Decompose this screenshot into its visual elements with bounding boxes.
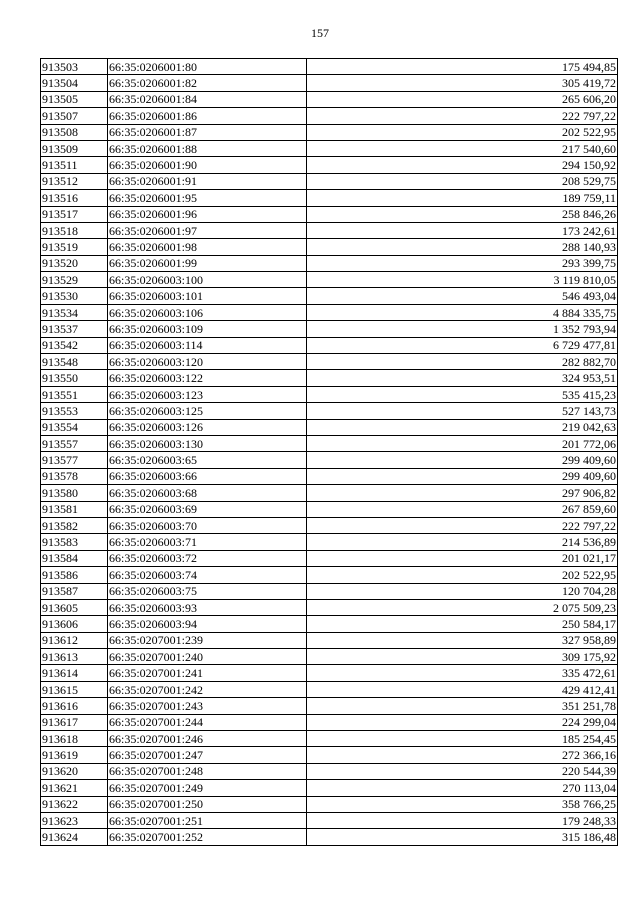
row-id-cell: 913519 [41,239,108,255]
row-id-cell: 913508 [41,124,108,140]
cadastral-number-cell: 66:35:0206003:75 [108,583,307,599]
cadastral-number-cell: 66:35:0206003:70 [108,517,307,533]
amount-cell: 2 075 509,23 [307,599,618,615]
amount-cell: 208 529,75 [307,173,618,189]
amount-cell: 299 409,60 [307,468,618,484]
row-id-cell: 913520 [41,255,108,271]
row-id-cell: 913529 [41,272,108,288]
row-id-cell: 913606 [41,616,108,632]
table-row [41,665,618,681]
cadastral-number-cell: 66:35:0207001:242 [108,681,307,697]
amount-cell: 202 522,95 [307,124,618,140]
cadastral-number-cell: 66:35:0207001:246 [108,731,307,747]
amount-cell: 202 522,95 [307,567,618,583]
table-row [41,75,618,91]
row-id-cell: 913582 [41,517,108,533]
table-row [41,272,618,288]
cadastral-number-cell: 66:35:0207001:240 [108,649,307,665]
cadastral-number-cell: 66:35:0206003:106 [108,304,307,320]
table-row [41,468,618,484]
table-row [41,452,618,468]
amount-cell: 120 704,28 [307,583,618,599]
row-id-cell: 913512 [41,173,108,189]
cadastral-number-cell: 66:35:0206003:65 [108,452,307,468]
amount-cell: 267 859,60 [307,501,618,517]
row-id-cell: 913516 [41,190,108,206]
cadastral-number-cell: 66:35:0206003:120 [108,354,307,370]
table-row [41,501,618,517]
cadastral-number-cell: 66:35:0206001:98 [108,239,307,255]
row-id-cell: 913578 [41,468,108,484]
amount-cell: 173 242,61 [307,222,618,238]
table-row [41,567,618,583]
cadastral-number-cell: 66:35:0206003:130 [108,435,307,451]
row-id-cell: 913613 [41,649,108,665]
row-id-cell: 913605 [41,599,108,615]
cadastral-number-cell: 66:35:0207001:250 [108,796,307,812]
amount-cell: 358 766,25 [307,796,618,812]
row-id-cell: 913612 [41,632,108,648]
row-id-cell: 913616 [41,698,108,714]
cadastral-number-cell: 66:35:0206001:84 [108,91,307,107]
registry-table [40,58,618,846]
row-id-cell: 913542 [41,337,108,353]
row-id-cell: 913507 [41,108,108,124]
cadastral-number-cell: 66:35:0207001:243 [108,698,307,714]
table-row [41,91,618,107]
amount-cell: 297 906,82 [307,485,618,501]
amount-cell: 4 884 335,75 [307,304,618,320]
amount-cell: 324 953,51 [307,370,618,386]
table-row [41,796,618,812]
row-id-cell: 913537 [41,321,108,337]
cadastral-number-cell: 66:35:0206003:126 [108,419,307,435]
row-id-cell: 913557 [41,435,108,451]
amount-cell: 219 042,63 [307,419,618,435]
amount-cell: 272 366,16 [307,747,618,763]
amount-cell: 222 797,22 [307,108,618,124]
table-row [41,321,618,337]
cadastral-number-cell: 66:35:0207001:251 [108,812,307,828]
cadastral-number-cell: 66:35:0206003:125 [108,403,307,419]
cadastral-number-cell: 66:35:0206001:86 [108,108,307,124]
amount-cell: 288 140,93 [307,239,618,255]
row-id-cell: 913554 [41,419,108,435]
table-row [41,714,618,730]
cadastral-number-cell: 66:35:0206003:72 [108,550,307,566]
cadastral-number-cell: 66:35:0206001:80 [108,59,307,75]
row-id-cell: 913503 [41,59,108,75]
cadastral-number-cell: 66:35:0207001:249 [108,780,307,796]
cadastral-number-cell: 66:35:0206003:69 [108,501,307,517]
amount-cell: 185 254,45 [307,731,618,747]
table-row [41,403,618,419]
cadastral-number-cell: 66:35:0207001:247 [108,747,307,763]
row-id-cell: 913614 [41,665,108,681]
table-row [41,354,618,370]
cadastral-number-cell: 66:35:0206001:97 [108,222,307,238]
cadastral-number-cell: 66:35:0206001:96 [108,206,307,222]
cadastral-number-cell: 66:35:0207001:248 [108,763,307,779]
cadastral-number-cell: 66:35:0206001:90 [108,157,307,173]
table-row [41,419,618,435]
amount-cell: 222 797,22 [307,517,618,533]
table-row [41,583,618,599]
row-id-cell: 913530 [41,288,108,304]
row-id-cell: 913617 [41,714,108,730]
table-row [41,599,618,615]
amount-cell: 265 606,20 [307,91,618,107]
cadastral-number-cell: 66:35:0206001:88 [108,140,307,156]
amount-cell: 224 299,04 [307,714,618,730]
amount-cell: 309 175,92 [307,649,618,665]
table-row [41,780,618,796]
table-row [41,190,618,206]
cadastral-number-cell: 66:35:0206003:109 [108,321,307,337]
cadastral-number-cell: 66:35:0206001:91 [108,173,307,189]
amount-cell: 299 409,60 [307,452,618,468]
cadastral-number-cell: 66:35:0207001:244 [108,714,307,730]
table-row [41,435,618,451]
table-row [41,698,618,714]
cadastral-number-cell: 66:35:0206003:114 [108,337,307,353]
cadastral-number-cell: 66:35:0206003:101 [108,288,307,304]
cadastral-number-cell: 66:35:0207001:241 [108,665,307,681]
row-id-cell: 913577 [41,452,108,468]
amount-cell: 293 399,75 [307,255,618,271]
amount-cell: 250 584,17 [307,616,618,632]
table-row [41,304,618,320]
cadastral-number-cell: 66:35:0207001:252 [108,829,307,845]
cadastral-number-cell: 66:35:0207001:239 [108,632,307,648]
row-id-cell: 913624 [41,829,108,845]
table-row [41,517,618,533]
row-id-cell: 913587 [41,583,108,599]
amount-cell: 175 494,85 [307,59,618,75]
registry-table-body [41,59,618,846]
amount-cell: 527 143,73 [307,403,618,419]
amount-cell: 351 251,78 [307,698,618,714]
table-row [41,649,618,665]
amount-cell: 305 419,72 [307,75,618,91]
amount-cell: 6 729 477,81 [307,337,618,353]
row-id-cell: 913619 [41,747,108,763]
amount-cell: 179 248,33 [307,812,618,828]
row-id-cell: 913550 [41,370,108,386]
table-row [41,731,618,747]
row-id-cell: 913534 [41,304,108,320]
row-id-cell: 913622 [41,796,108,812]
amount-cell: 3 119 810,05 [307,272,618,288]
amount-cell: 201 772,06 [307,435,618,451]
row-id-cell: 913505 [41,91,108,107]
table-row [41,157,618,173]
table-row [41,206,618,222]
amount-cell: 220 544,39 [307,763,618,779]
cadastral-number-cell: 66:35:0206003:94 [108,616,307,632]
page-number: 157 [311,26,329,40]
row-id-cell: 913615 [41,681,108,697]
row-id-cell: 913553 [41,403,108,419]
table-row [41,59,618,75]
cadastral-number-cell: 66:35:0206001:82 [108,75,307,91]
amount-cell: 546 493,04 [307,288,618,304]
table-row [41,616,618,632]
amount-cell: 335 472,61 [307,665,618,681]
row-id-cell: 913517 [41,206,108,222]
row-id-cell: 913551 [41,386,108,402]
row-id-cell: 913504 [41,75,108,91]
row-id-cell: 913580 [41,485,108,501]
row-id-cell: 913583 [41,534,108,550]
table-row [41,812,618,828]
table-row [41,763,618,779]
amount-cell: 189 759,11 [307,190,618,206]
amount-cell: 1 352 793,94 [307,321,618,337]
cadastral-number-cell: 66:35:0206003:66 [108,468,307,484]
cadastral-number-cell: 66:35:0206001:95 [108,190,307,206]
table-row [41,370,618,386]
row-id-cell: 913618 [41,731,108,747]
cadastral-number-cell: 66:35:0206003:93 [108,599,307,615]
table-row [41,239,618,255]
amount-cell: 294 150,92 [307,157,618,173]
cadastral-number-cell: 66:35:0206003:68 [108,485,307,501]
table-row [41,681,618,697]
amount-cell: 270 113,04 [307,780,618,796]
cadastral-number-cell: 66:35:0206003:100 [108,272,307,288]
amount-cell: 535 415,23 [307,386,618,402]
amount-cell: 258 846,26 [307,206,618,222]
row-id-cell: 913623 [41,812,108,828]
row-id-cell: 913621 [41,780,108,796]
table-row [41,288,618,304]
table-row [41,255,618,271]
table-row [41,337,618,353]
row-id-cell: 913509 [41,140,108,156]
cadastral-number-cell: 66:35:0206003:122 [108,370,307,386]
cadastral-number-cell: 66:35:0206003:71 [108,534,307,550]
amount-cell: 214 536,89 [307,534,618,550]
amount-cell: 282 882,70 [307,354,618,370]
row-id-cell: 913548 [41,354,108,370]
table-row [41,173,618,189]
cadastral-number-cell: 66:35:0206001:99 [108,255,307,271]
cadastral-number-cell: 66:35:0206001:87 [108,124,307,140]
cadastral-number-cell: 66:35:0206003:74 [108,567,307,583]
cadastral-number-cell: 66:35:0206003:123 [108,386,307,402]
amount-cell: 315 186,48 [307,829,618,845]
row-id-cell: 913620 [41,763,108,779]
row-id-cell: 913511 [41,157,108,173]
table-row [41,747,618,763]
table-row [41,124,618,140]
amount-cell: 201 021,17 [307,550,618,566]
row-id-cell: 913584 [41,550,108,566]
row-id-cell: 913586 [41,567,108,583]
table-row [41,386,618,402]
table-row [41,534,618,550]
table-row [41,632,618,648]
amount-cell: 429 412,41 [307,681,618,697]
row-id-cell: 913518 [41,222,108,238]
table-row [41,108,618,124]
row-id-cell: 913581 [41,501,108,517]
table-row [41,550,618,566]
table-row [41,485,618,501]
table-row [41,140,618,156]
amount-cell: 327 958,89 [307,632,618,648]
amount-cell: 217 540,60 [307,140,618,156]
table-row [41,222,618,238]
table-row [41,829,618,845]
